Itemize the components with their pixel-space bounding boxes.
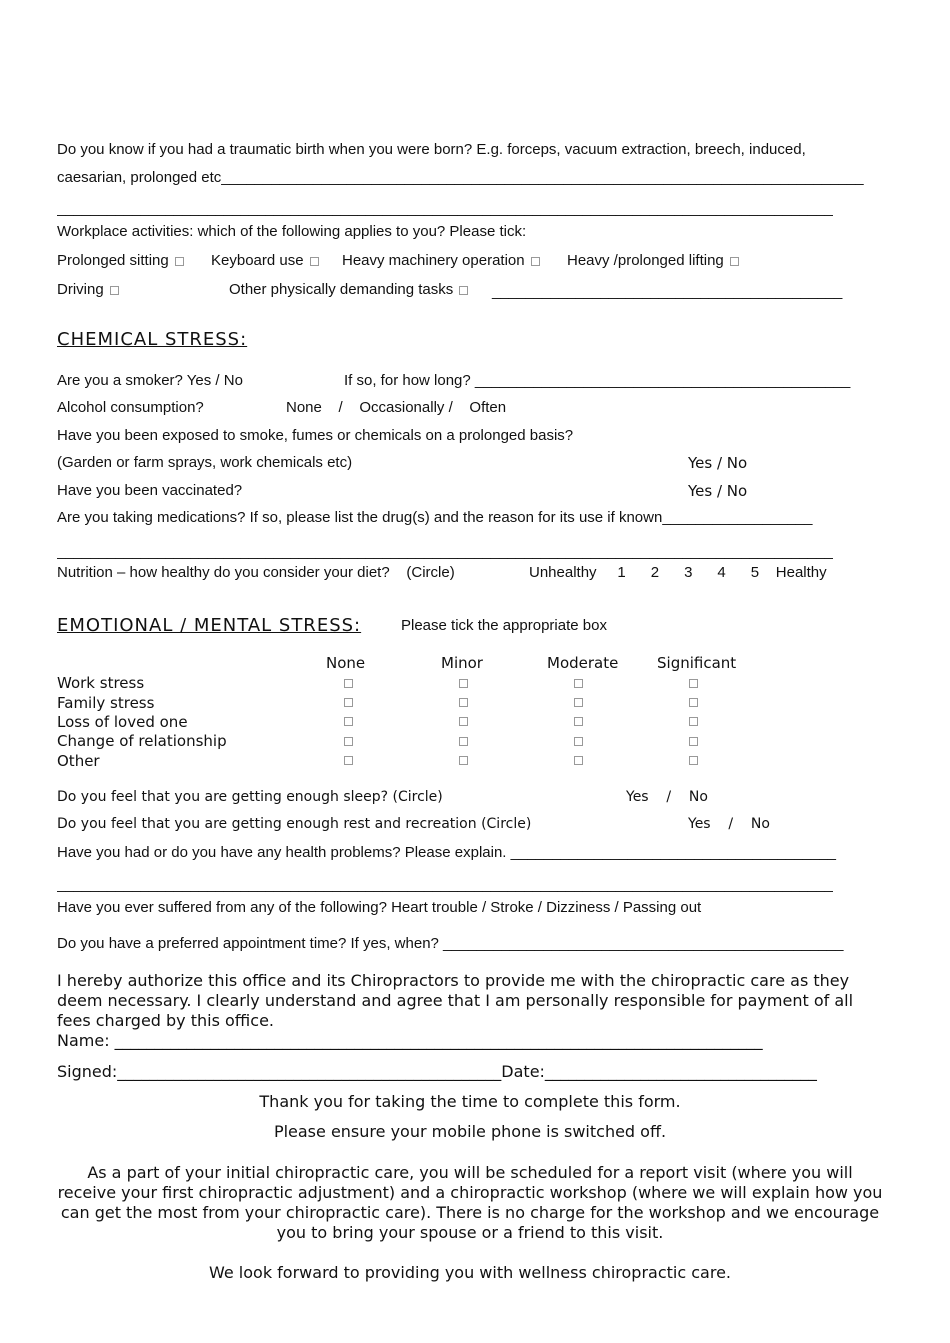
checkbox[interactable]: [574, 737, 583, 746]
care-paragraph: As a part of your initial chiropractic care, you will be scheduled for a report visit (where you will receive your first chiropractic adjustment) and a chiropractic workshop (where we will explain how you can get the most from your chiropractic care). There is no charge for the workshop and we encourage you to bring your spouse or a friend to this visit.: [57, 1163, 883, 1242]
checkbox[interactable]: [730, 257, 739, 266]
option-label: Keyboard use: [211, 252, 304, 269]
checkbox[interactable]: [344, 679, 353, 688]
checkbox[interactable]: [574, 698, 583, 707]
checkbox[interactable]: [344, 717, 353, 726]
birth-question: Do you know if you had a traumatic birth when you were born? E.g. forceps, vacuum extraction, breech, induced,: [57, 141, 806, 158]
checkbox[interactable]: [459, 698, 468, 707]
row-family-stress: Family stress: [57, 694, 155, 712]
smoker-duration-field[interactable]: If so, for how long? _____________________________________________: [344, 372, 851, 389]
name-field[interactable]: Name: _________________________________________________________________________________: [57, 1031, 763, 1050]
checkbox[interactable]: [344, 698, 353, 707]
option-label: Driving: [57, 281, 104, 298]
health-problems-line[interactable]: _____________________________________________________________________________________________: [57, 876, 833, 893]
checkbox[interactable]: [110, 286, 119, 295]
checkbox[interactable]: [459, 286, 468, 295]
exposure-examples: (Garden or farm sprays, work chemicals etc): [57, 454, 353, 471]
birth-blank-line[interactable]: _____________________________________________________________________________________________: [57, 200, 833, 217]
rest-question: Do you feel that you are getting enough rest and recreation (Circle): [57, 816, 532, 832]
option-driving[interactable]: [57, 281, 119, 298]
option-other-physical[interactable]: [229, 281, 468, 298]
suffered-question[interactable]: Have you ever suffered from any of the following? Heart trouble / Stroke / Dizziness / Passing out: [57, 899, 702, 916]
checkbox[interactable]: [175, 257, 184, 266]
exposure-question: Have you been exposed to smoke, fumes or chemicals on a prolonged basis?: [57, 427, 574, 444]
sleep-yes-no[interactable]: Yes / No: [626, 789, 708, 805]
option-label: Heavy machinery operation: [342, 252, 525, 269]
checkbox[interactable]: [459, 737, 468, 746]
checkbox[interactable]: [310, 257, 319, 266]
other-tasks-line[interactable]: __________________________________________: [492, 283, 843, 300]
checkbox[interactable]: [574, 717, 583, 726]
alcohol-options[interactable]: None / Occasionally / Often: [286, 399, 507, 416]
checkbox[interactable]: [574, 756, 583, 765]
checkbox[interactable]: [689, 756, 698, 765]
checkbox[interactable]: [344, 737, 353, 746]
vaccinated-question: Have you been vaccinated?: [57, 482, 243, 499]
alcohol-question: Alcohol consumption?: [57, 399, 204, 416]
option-keyboard-use[interactable]: [211, 252, 319, 269]
column-significant: Significant: [657, 654, 737, 672]
checkbox[interactable]: [689, 717, 698, 726]
authorization-text: I hereby authorize this office and its Chiropractors to provide me with the chiropractic care as they deem necessary. I clearly understand and agree that I am personally responsible for payment of all fees charged by this office.: [57, 971, 854, 1030]
sleep-question: Do you feel that you are getting enough sleep? (Circle): [57, 789, 443, 805]
smoker-question: Are you a smoker? Yes / No: [57, 372, 243, 389]
birth-answer-line[interactable]: caesarian, prolonged etc_____________________________________________________________________________: [57, 169, 864, 186]
row-other: Other: [57, 752, 100, 770]
checkbox[interactable]: [689, 698, 698, 707]
workplace-question: Workplace activities: which of the following applies to you? Please tick:: [57, 223, 527, 240]
column-minor: Minor: [441, 654, 483, 672]
row-work-stress: Work stress: [57, 674, 145, 692]
checkbox[interactable]: [344, 756, 353, 765]
option-label: Prolonged sitting: [57, 252, 169, 269]
medications-line[interactable]: _____________________________________________________________________________________________: [57, 543, 833, 560]
wellness-text: We look forward to providing you with wellness chiropractic care.: [208, 1263, 731, 1282]
vaccinated-yes-no[interactable]: Yes / No: [688, 482, 748, 500]
option-heavy-machinery[interactable]: [342, 252, 540, 269]
option-label: Other physically demanding tasks: [229, 281, 454, 298]
rest-yes-no[interactable]: Yes / No: [688, 816, 770, 832]
row-change-of-relationship: Change of relationship: [57, 732, 227, 750]
checkbox[interactable]: [459, 717, 468, 726]
emotional-stress-heading: EMOTIONAL / MENTAL STRESS:: [57, 615, 362, 636]
chemical-stress-heading: CHEMICAL STRESS:: [57, 329, 248, 350]
checkbox[interactable]: [459, 756, 468, 765]
thanks-text: Thank you for taking the time to complete this form.: [259, 1092, 681, 1111]
checkbox[interactable]: [531, 257, 540, 266]
column-moderate: Moderate: [547, 654, 619, 672]
phone-reminder: Please ensure your mobile phone is switched off.: [273, 1122, 667, 1141]
checkbox[interactable]: [459, 679, 468, 688]
nutrition-question: Nutrition – how healthy do you consider your diet? (Circle): [57, 564, 455, 581]
medications-question[interactable]: Are you taking medications? If so, please list the drug(s) and the reason for its use if known__________________: [57, 509, 813, 526]
nutrition-scale[interactable]: Unhealthy 1 2 3 4 5 Healthy: [529, 564, 827, 581]
column-none: None: [326, 654, 366, 672]
checkbox[interactable]: [689, 679, 698, 688]
emotional-instruction: Please tick the appropriate box: [401, 617, 607, 634]
signature-date-field[interactable]: Signed:________________________________________________Date:__________________________________: [57, 1062, 817, 1081]
row-loss-of-loved-one: Loss of loved one: [57, 713, 188, 731]
exposure-yes-no[interactable]: Yes / No: [688, 454, 748, 472]
appointment-question[interactable]: Do you have a preferred appointment time? If yes, when? ________________________________________________: [57, 935, 844, 952]
option-heavy-lifting[interactable]: [567, 252, 739, 269]
health-problems-question[interactable]: Have you had or do you have any health problems? Please explain. _______________________________________: [57, 844, 836, 861]
checkbox[interactable]: [574, 679, 583, 688]
option-prolonged-sitting[interactable]: [57, 252, 184, 269]
option-label: Heavy /prolonged lifting: [567, 252, 724, 269]
checkbox[interactable]: [689, 737, 698, 746]
